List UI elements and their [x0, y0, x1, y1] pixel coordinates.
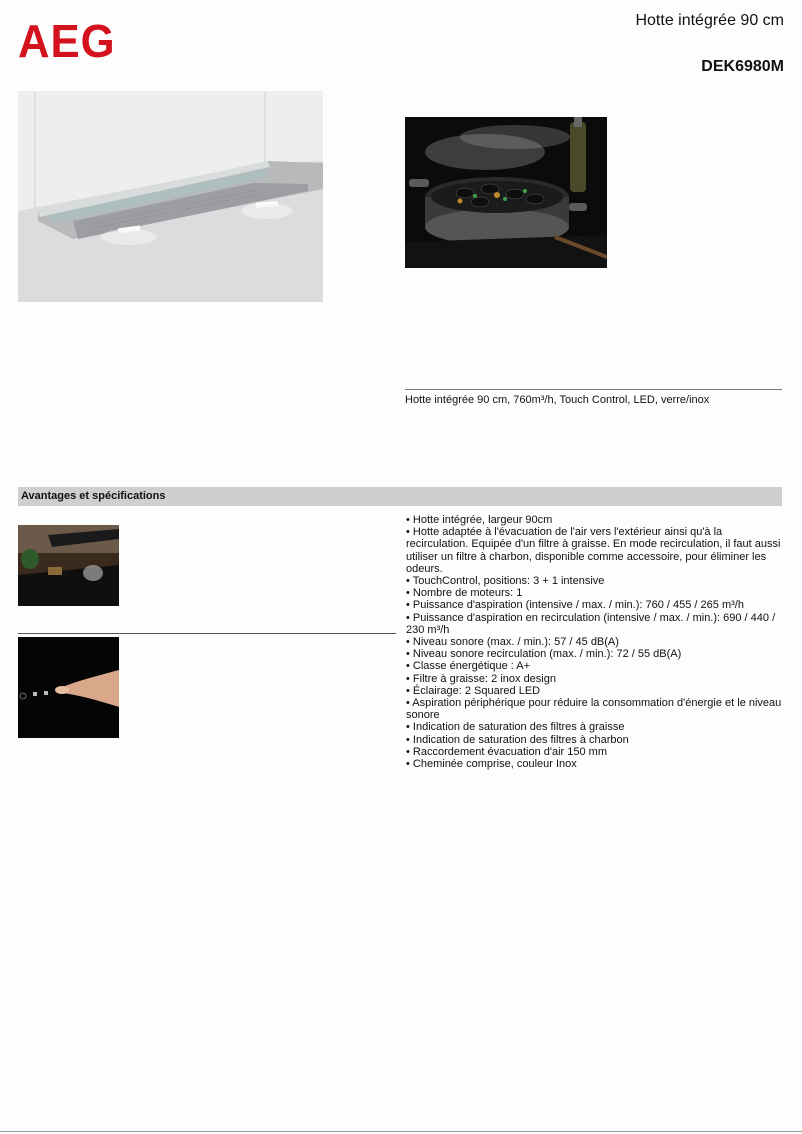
spec-item: • Éclairage: 2 Squared LED [406, 684, 541, 697]
pan-illustration [405, 117, 607, 268]
spec-item: • Puissance d'aspiration (intensive / max. / min.): 760 / 455 / 265 m³/h [406, 599, 744, 612]
thumbnail-touch-illustration [18, 637, 119, 738]
product-photo-hood [18, 91, 323, 302]
spec-item: • Aspiration périphérique pour réduire la consommation d'énergie et le niveau sonore [406, 697, 782, 722]
section-header [18, 487, 782, 506]
spec-item: • Niveau sonore (max. / min.): 57 / 45 dB(A) [406, 636, 619, 649]
thumbnail-hood-illustration [18, 525, 119, 606]
spec-item: • Nombre de moteurs: 1 [406, 587, 523, 600]
spec-item: • Raccordement évacuation d'air 150 mm [406, 745, 607, 758]
page-title: Hotte intégrée 90 cm [635, 12, 784, 29]
spec-item: • Indication de saturation des filtres à graisse [406, 721, 625, 734]
spec-item: • Hotte adaptée à l'évacuation de l'air vers l'extérieur ainsi qu'à la recirculation. Equipée d'un filtre à graisse. En mode recirculation, il faut aussi utiliser un filtre à charbon, disponible comme accessoire, pour éliminer les odeurs. [406, 526, 781, 575]
spec-item: • Niveau sonore recirculation (max. / min.): 72 / 55 dB(A) [406, 648, 682, 661]
spec-item: • Cheminée comprise, couleur Inox [406, 758, 577, 771]
summary-divider [405, 389, 782, 390]
spec-item: • Filtre à graisse: 2 inox design [406, 672, 556, 685]
product-photo-cooking [405, 117, 607, 268]
spec-item: • Puissance d'aspiration en recirculation (intensive / max. / min.): 690 / 440 / 230 m³/h [406, 611, 776, 636]
spec-list [406, 514, 784, 770]
section-title: Avantages et spécifications [21, 490, 166, 502]
page-bottom-border [0, 1131, 802, 1132]
spec-item: • TouchControl, positions: 3 + 1 intensive [406, 575, 605, 588]
model-number: DEK6980M [701, 58, 784, 75]
feature-thumbnail-hood [18, 525, 119, 606]
aeg-logo: AEG [18, 15, 116, 67]
feature-thumbnail-touchcontrol [18, 637, 119, 738]
spec-item: • Classe énergétique : A+ [406, 660, 531, 673]
spec-item: • Hotte intégrée, largeur 90cm [406, 514, 553, 526]
thumbnail-divider [18, 633, 396, 634]
spec-item: • Indication de saturation des filtres à charbon [406, 733, 629, 746]
hood-illustration [18, 91, 323, 302]
product-summary: Hotte intégrée 90 cm, 760m³/h, Touch Control, LED, verre/inox [405, 394, 710, 406]
